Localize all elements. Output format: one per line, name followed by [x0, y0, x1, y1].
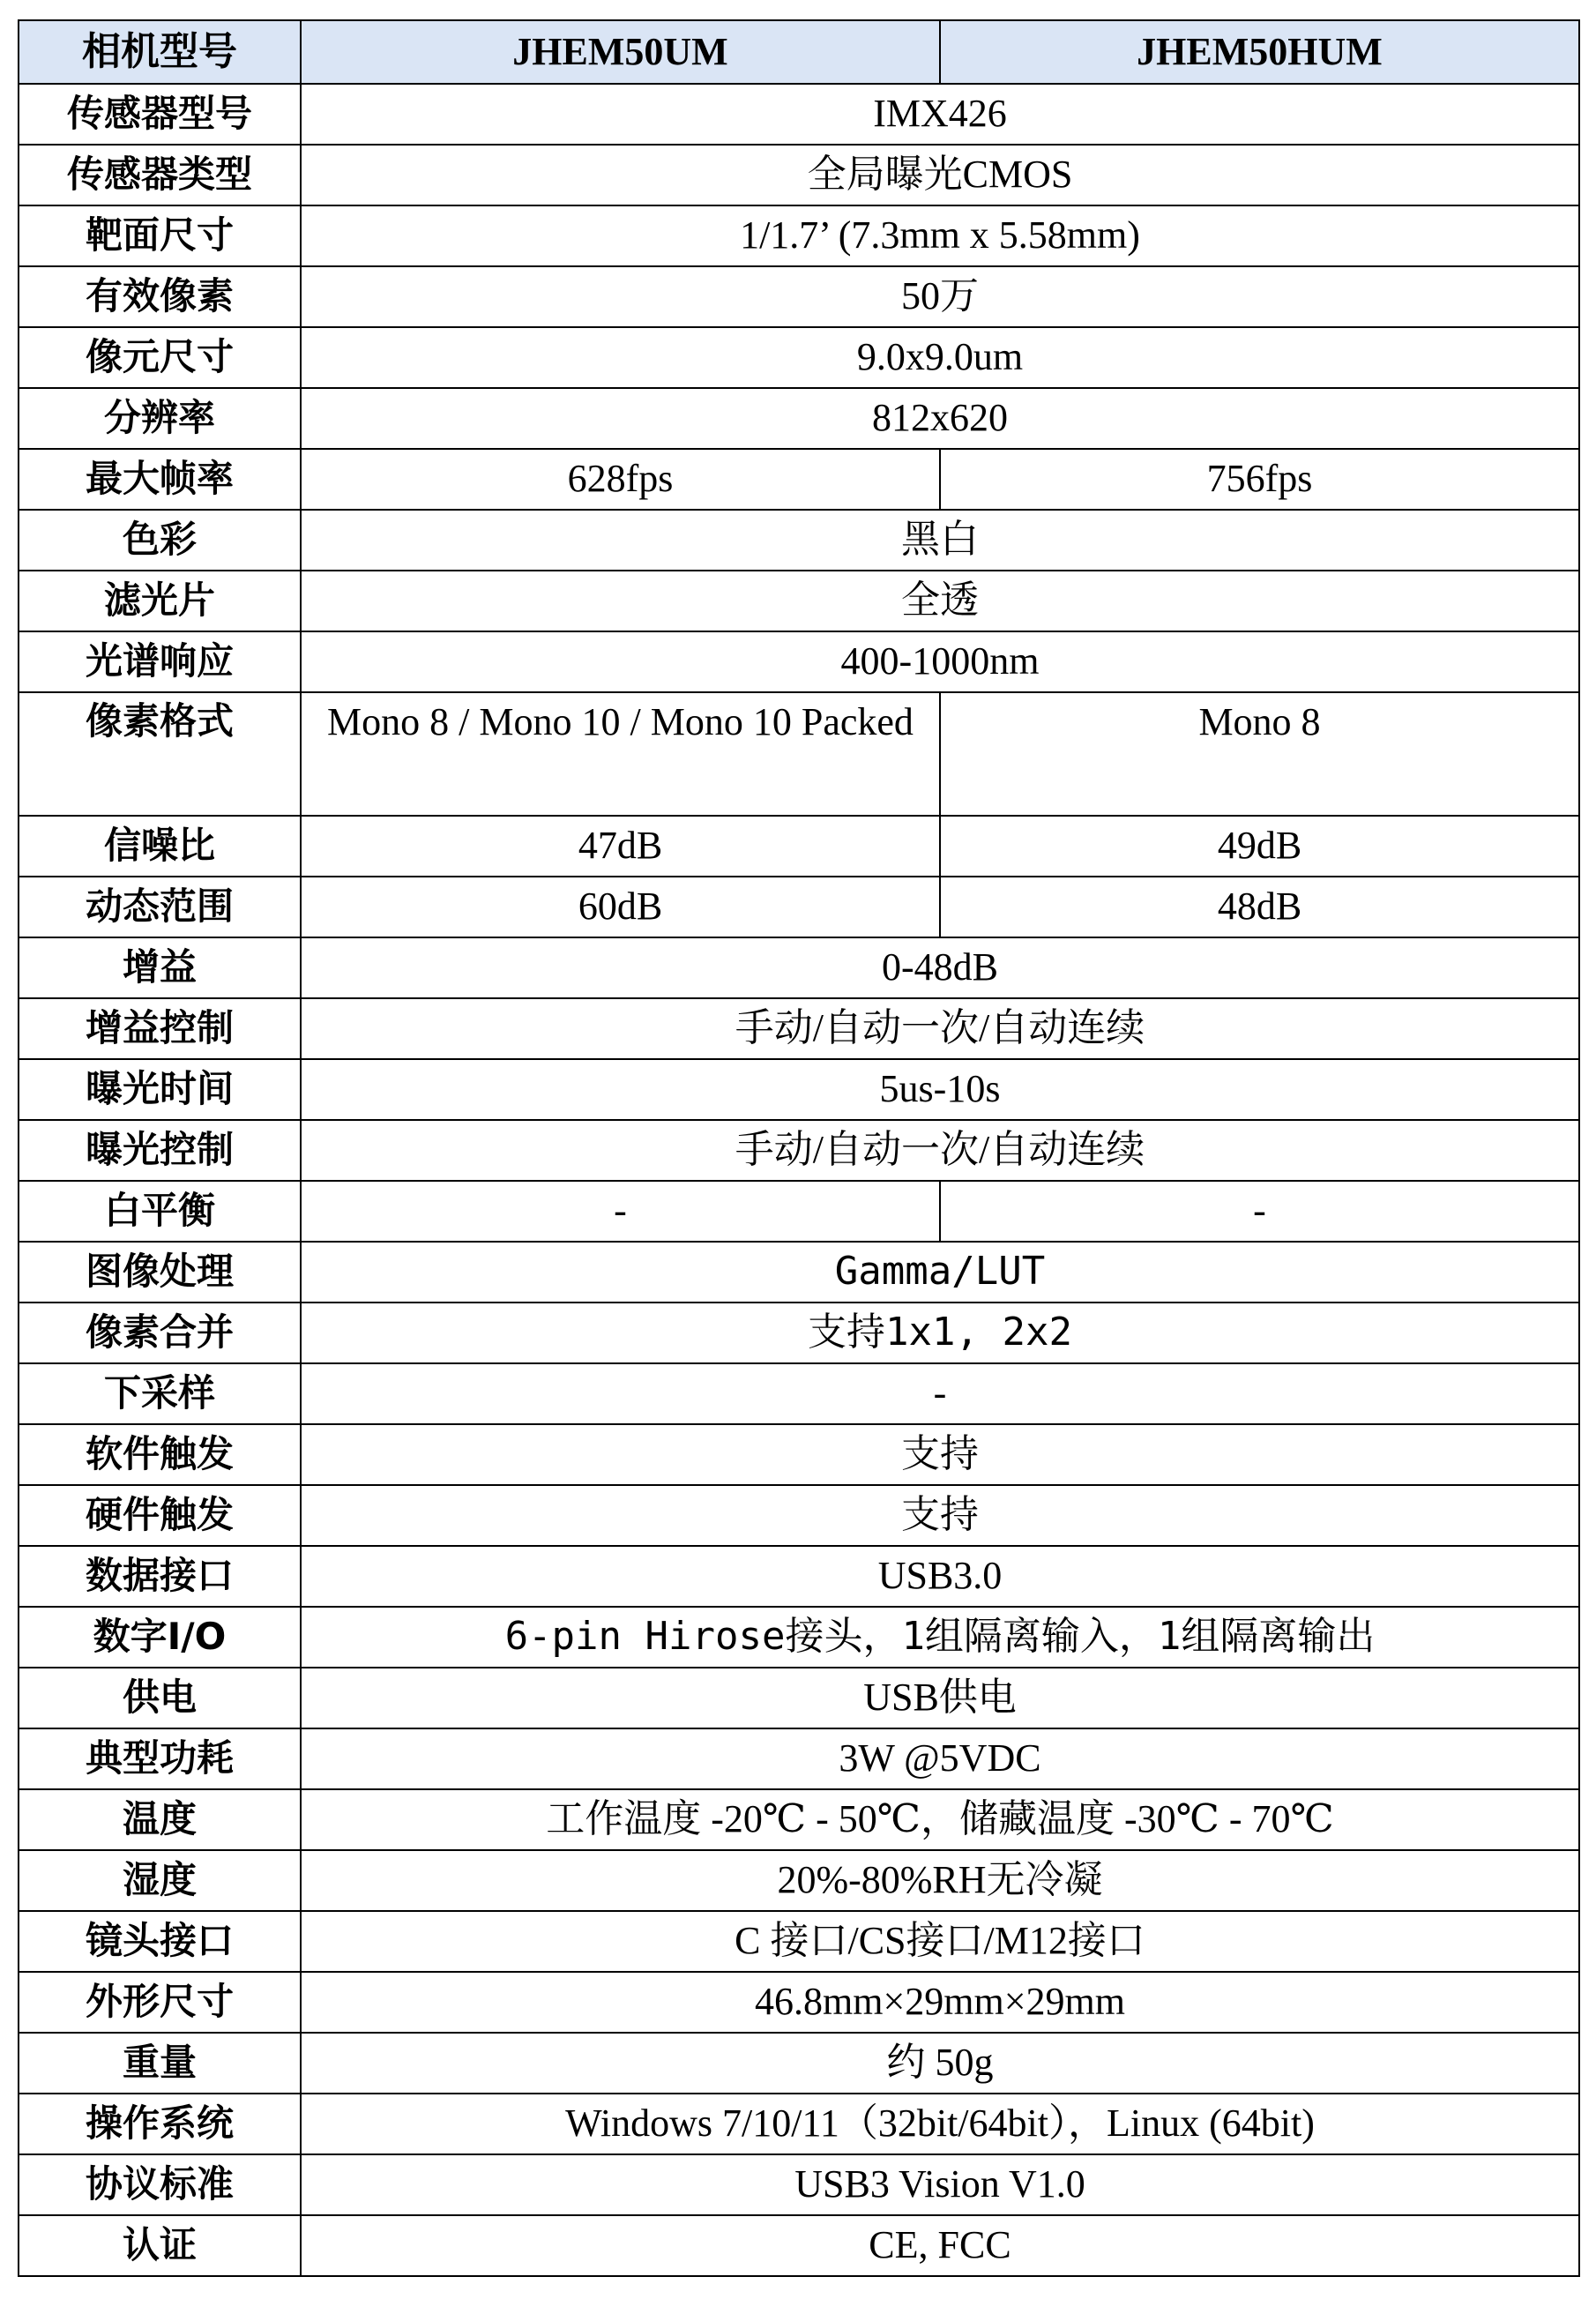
spec-value-cell-model-b: - [940, 1181, 1579, 1242]
spec-value-cell-model-a: Mono 8 / Mono 10 / Mono 10 Packed [301, 692, 940, 816]
table-header-row [19, 20, 1579, 84]
table-row [19, 2094, 1579, 2154]
spec-label-cell: 温度 [19, 1789, 301, 1850]
table-row [19, 1120, 1579, 1181]
spec-value-cell-model-b: 49dB [940, 816, 1579, 877]
spec-label-cell: 分辨率 [19, 388, 301, 449]
spec-label-cell: 增益控制 [19, 998, 301, 1059]
table-row [19, 571, 1579, 631]
spec-value-cell: 全局曝光CMOS [301, 145, 1579, 205]
header-label-cell: 相机型号 [19, 20, 301, 84]
table-row [19, 205, 1579, 266]
spec-label-cell: 认证 [19, 2215, 301, 2276]
table-row [19, 816, 1579, 877]
spec-value-cell-model-b: Mono 8 [940, 692, 1579, 816]
table-row [19, 1303, 1579, 1363]
table-row [19, 449, 1579, 510]
spec-value-cell: USB3 Vision V1.0 [301, 2154, 1579, 2215]
table-row [19, 998, 1579, 1059]
spec-label-cell: 色彩 [19, 510, 301, 571]
table-row [19, 1728, 1579, 1789]
spec-label-cell: 像素合并 [19, 1303, 301, 1363]
table-row [19, 631, 1579, 692]
spec-label-cell: 湿度 [19, 1850, 301, 1911]
table-row [19, 1607, 1579, 1668]
table-row [19, 2033, 1579, 2094]
spec-label-cell: 曝光控制 [19, 1120, 301, 1181]
spec-value-cell: 支持 [301, 1424, 1579, 1485]
table-row [19, 1668, 1579, 1728]
spec-label-cell: 数字I/O [19, 1607, 301, 1668]
spec-value-cell: 6-pin Hirose接头，1组隔离输入，1组隔离输出 [301, 1607, 1579, 1668]
table-row [19, 1972, 1579, 2033]
spec-label-cell: 靶面尺寸 [19, 205, 301, 266]
spec-label-cell: 协议标准 [19, 2154, 301, 2215]
camera-spec-table [18, 19, 1580, 2277]
model-b-header-cell: JHEM50HUM [940, 20, 1579, 84]
table-row [19, 388, 1579, 449]
spec-value-cell: CE, FCC [301, 2215, 1579, 2276]
spec-value-cell: 约 50g [301, 2033, 1579, 2094]
table-row [19, 937, 1579, 998]
spec-label-cell: 操作系统 [19, 2094, 301, 2154]
table-row [19, 1363, 1579, 1424]
spec-value-cell: 工作温度 -20℃ - 50℃，储藏温度 -30℃ - 70℃ [301, 1789, 1579, 1850]
table-row [19, 145, 1579, 205]
spec-value-cell: 手动/自动一次/自动连续 [301, 1120, 1579, 1181]
spec-value-cell: 全透 [301, 571, 1579, 631]
table-row [19, 266, 1579, 327]
spec-value-cell: 400-1000nm [301, 631, 1579, 692]
spec-label-cell: 光谱响应 [19, 631, 301, 692]
model-a-header-cell: JHEM50UM [301, 20, 940, 84]
table-row [19, 327, 1579, 388]
spec-label-cell: 供电 [19, 1668, 301, 1728]
spec-value-cell-model-a: 628fps [301, 449, 940, 510]
spec-value-cell: 812x620 [301, 388, 1579, 449]
spec-label-cell: 滤光片 [19, 571, 301, 631]
table-row [19, 1850, 1579, 1911]
table-row [19, 1059, 1579, 1120]
spec-value-cell-model-a: 47dB [301, 816, 940, 877]
table-row [19, 2215, 1579, 2276]
spec-value-cell: 20%-80%RH无冷凝 [301, 1850, 1579, 1911]
spec-value-cell-model-a: - [301, 1181, 940, 1242]
spec-label-cell: 数据接口 [19, 1546, 301, 1607]
spec-label-cell: 典型功耗 [19, 1728, 301, 1789]
spec-label-cell: 最大帧率 [19, 449, 301, 510]
spec-value-cell: USB供电 [301, 1668, 1579, 1728]
spec-label-cell: 下采样 [19, 1363, 301, 1424]
spec-value-cell: 手动/自动一次/自动连续 [301, 998, 1579, 1059]
table-row [19, 1546, 1579, 1607]
spec-label-cell: 白平衡 [19, 1181, 301, 1242]
spec-value-cell: C 接口/CS接口/M12接口 [301, 1911, 1579, 1972]
spec-label-cell: 动态范围 [19, 877, 301, 937]
table-row [19, 510, 1579, 571]
spec-label-cell: 外形尺寸 [19, 1972, 301, 2033]
table-row [19, 1789, 1579, 1850]
spec-value-cell: 46.8mm×29mm×29mm [301, 1972, 1579, 2033]
spec-label-cell: 传感器型号 [19, 84, 301, 145]
spec-label-cell: 传感器类型 [19, 145, 301, 205]
spec-value-cell: Windows 7/10/11（32bit/64bit），Linux (64bit) [301, 2094, 1579, 2154]
spec-value-cell: 支持1x1, 2x2 [301, 1303, 1579, 1363]
spec-label-cell: 软件触发 [19, 1424, 301, 1485]
table-row [19, 84, 1579, 145]
spec-label-cell: 信噪比 [19, 816, 301, 877]
spec-table-body [19, 20, 1579, 2276]
spec-value-cell: 50万 [301, 266, 1579, 327]
spec-value-cell: 3W @5VDC [301, 1728, 1579, 1789]
spec-value-cell: 黑白 [301, 510, 1579, 571]
spec-label-cell: 增益 [19, 937, 301, 998]
spec-value-cell: 0-48dB [301, 937, 1579, 998]
spec-label-cell: 像素格式 [19, 692, 301, 816]
table-row [19, 1242, 1579, 1303]
spec-label-cell: 像元尺寸 [19, 327, 301, 388]
spec-value-cell: USB3.0 [301, 1546, 1579, 1607]
table-row [19, 877, 1579, 937]
table-row [19, 1181, 1579, 1242]
spec-label-cell: 硬件触发 [19, 1485, 301, 1546]
spec-value-cell: IMX426 [301, 84, 1579, 145]
spec-label-cell: 镜头接口 [19, 1911, 301, 1972]
spec-value-cell-model-b: 756fps [940, 449, 1579, 510]
table-row [19, 1485, 1579, 1546]
table-row [19, 1424, 1579, 1485]
spec-label-cell: 重量 [19, 2033, 301, 2094]
table-row [19, 1911, 1579, 1972]
spec-value-cell: 5us-10s [301, 1059, 1579, 1120]
spec-value-cell: - [301, 1363, 1579, 1424]
spec-label-cell: 图像处理 [19, 1242, 301, 1303]
spec-value-cell: 支持 [301, 1485, 1579, 1546]
spec-value-cell-model-a: 60dB [301, 877, 940, 937]
table-row [19, 2154, 1579, 2215]
spec-value-cell-model-b: 48dB [940, 877, 1579, 937]
spec-value-cell: Gamma/LUT [301, 1242, 1579, 1303]
spec-label-cell: 有效像素 [19, 266, 301, 327]
spec-label-cell: 曝光时间 [19, 1059, 301, 1120]
spec-value-cell: 9.0x9.0um [301, 327, 1579, 388]
spec-value-cell: 1/1.7’ (7.3mm x 5.58mm) [301, 205, 1579, 266]
table-row [19, 692, 1579, 816]
